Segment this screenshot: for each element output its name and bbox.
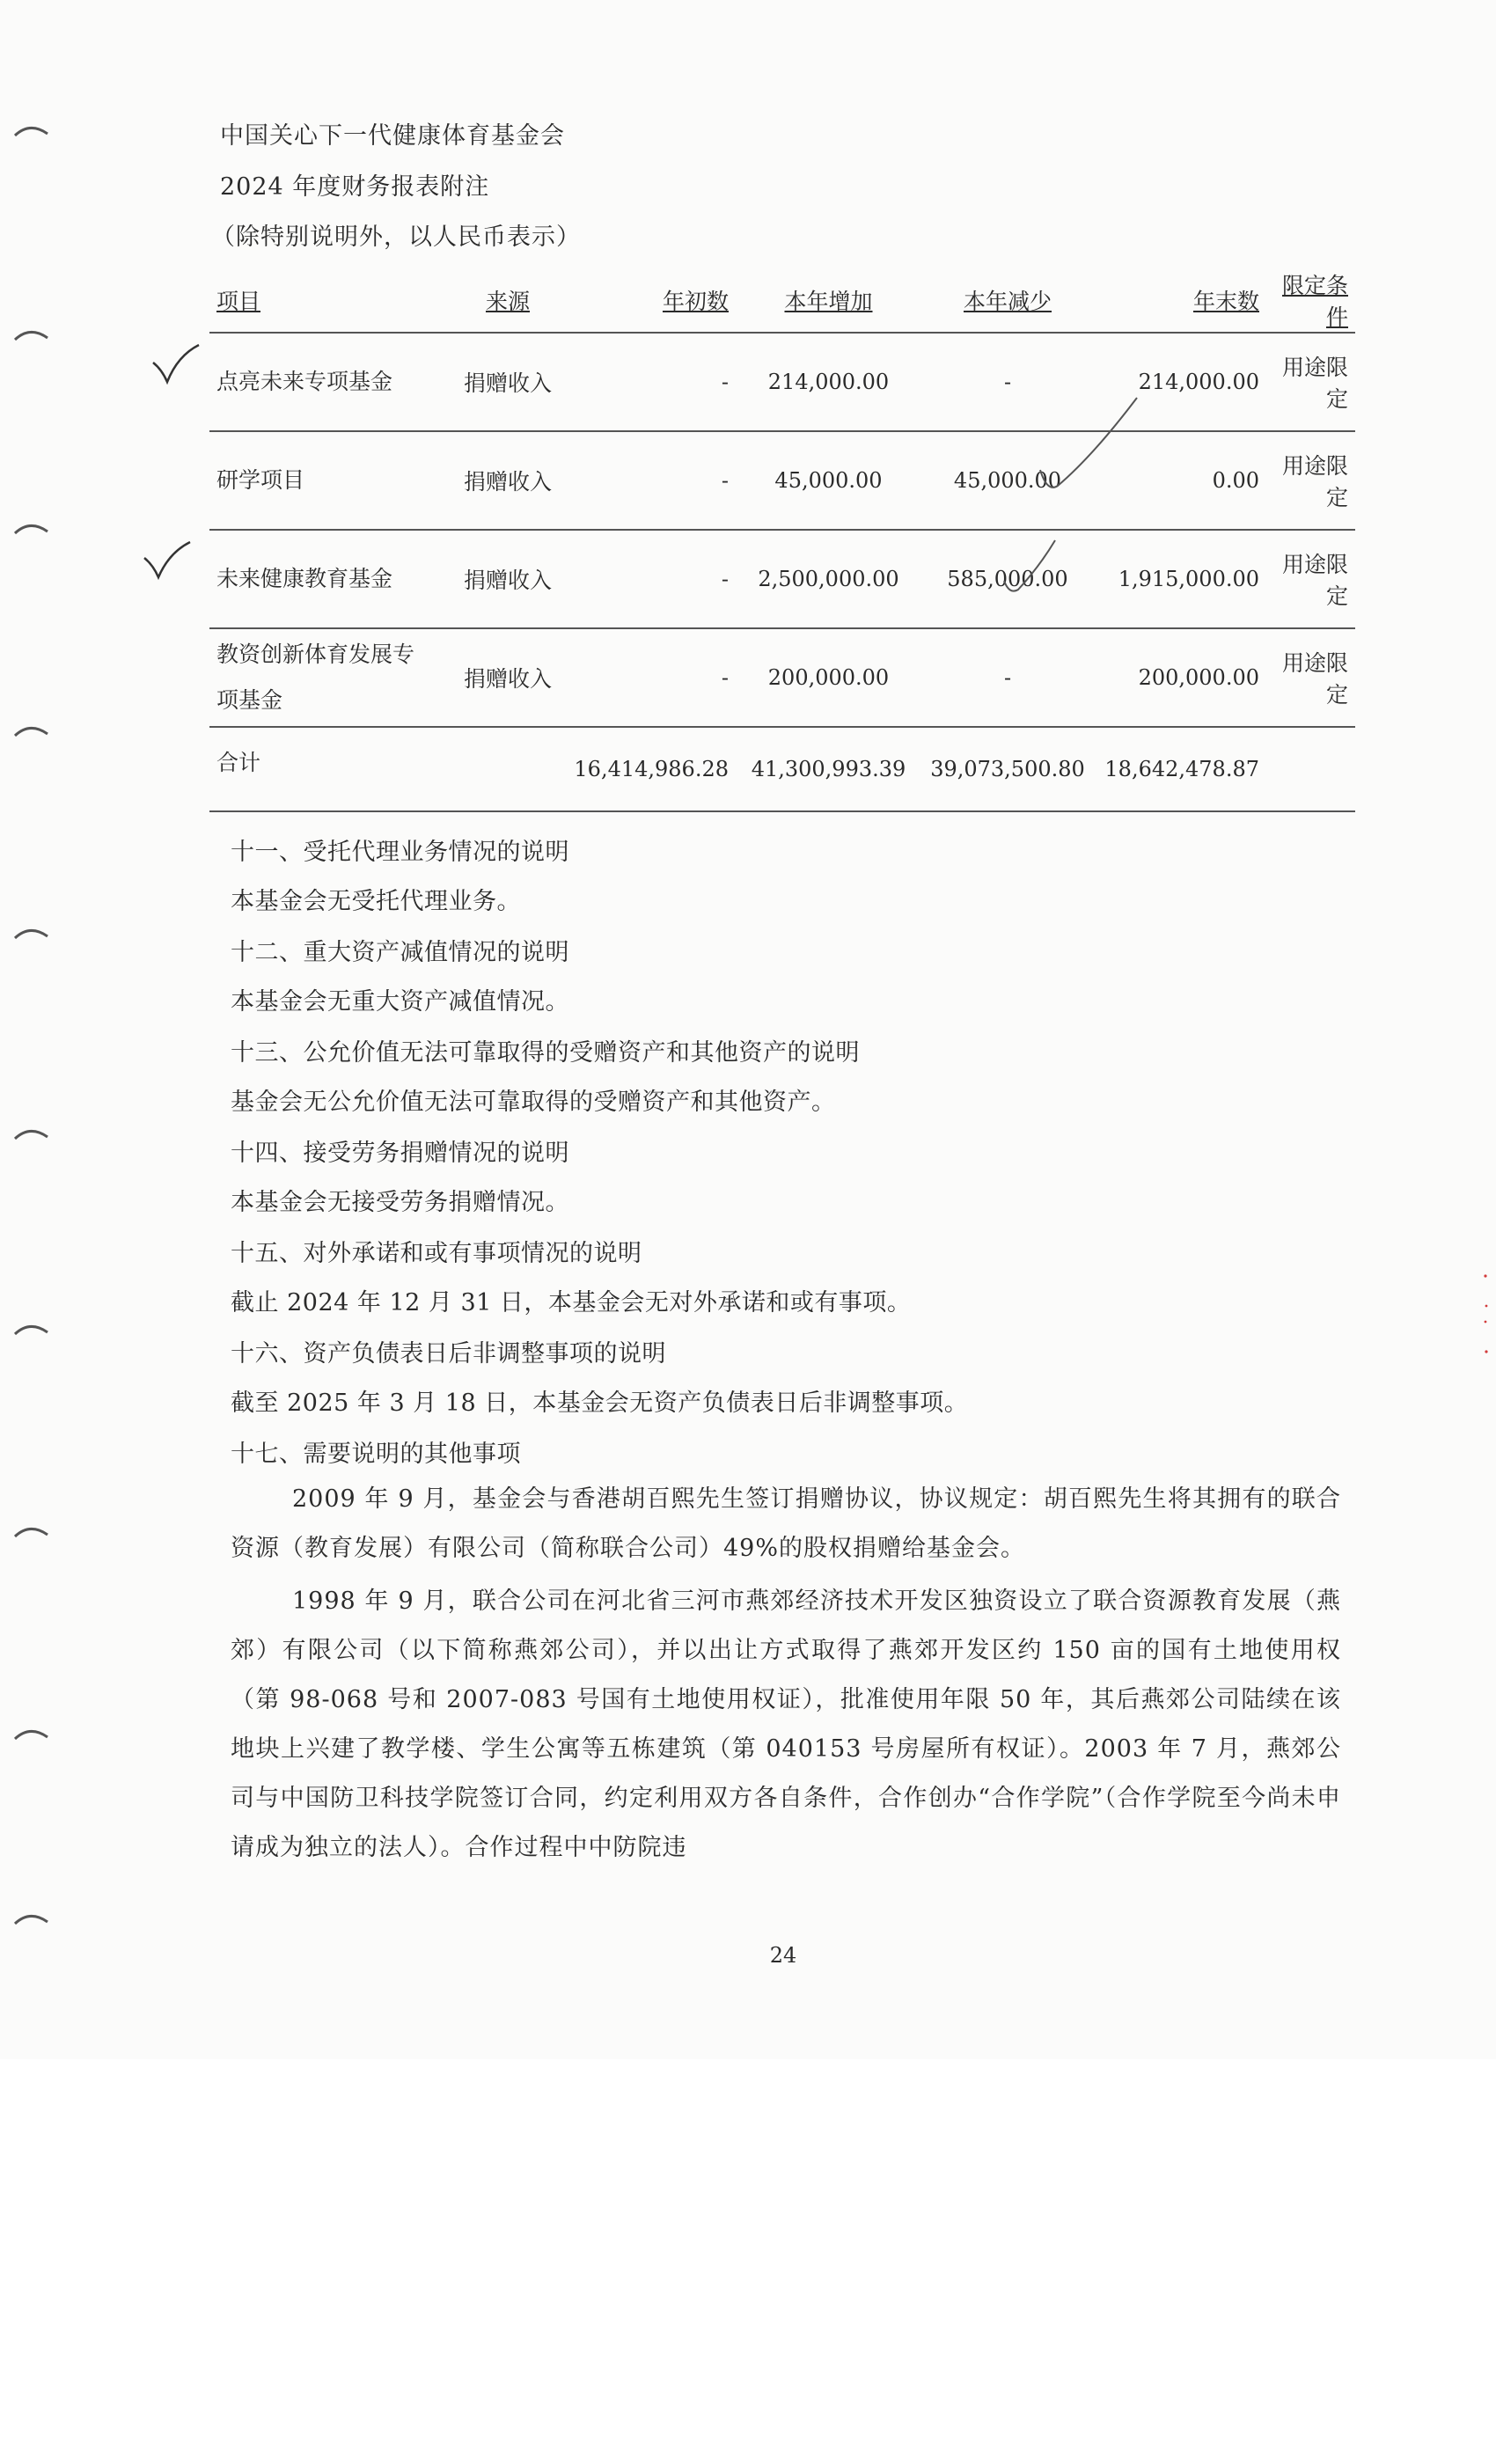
section-14-body: 本基金会无接受劳务捐赠情况。 [231, 1189, 569, 1216]
fund-decrease: 585,000.00 [947, 567, 1068, 591]
report-title: 2024 年度财务报表附注 [220, 173, 490, 201]
total-closing: 18,642,478.87 [1104, 757, 1259, 781]
total-opening: 16,414,986.28 [574, 757, 729, 781]
check-mark-icon [141, 540, 194, 584]
section-15-body: 截止 2024 年 12 月 31 日，本基金会无对外承诺和或有事项。 [231, 1289, 912, 1316]
fund-opening: - [721, 665, 729, 690]
col-header-opening: 年初数 [662, 289, 729, 314]
check-mark-icon [999, 537, 1060, 598]
binder-hole-mark [12, 327, 51, 343]
col-header-decrease: 本年减少 [963, 289, 1052, 314]
total-increase: 41,300,993.39 [751, 757, 906, 781]
fund-name: 研学项目 [216, 467, 305, 493]
section-15-title: 十五、对外承诺和或有事项情况的说明 [231, 1240, 642, 1267]
binder-hole-mark [12, 723, 51, 739]
col-header-closing: 年末数 [1192, 289, 1259, 314]
binder-hole-mark [12, 1126, 51, 1142]
fund-restriction: 用途限定 [1281, 552, 1348, 609]
fund-opening: - [721, 567, 729, 591]
blank-area-below-scan [0, 2059, 1496, 2464]
fund-increase: 200,000.00 [767, 665, 890, 690]
check-mark-icon [1031, 394, 1146, 500]
fund-closing: 200,000.00 [1138, 665, 1259, 690]
col-header-restriction: 限定条件 [1281, 273, 1348, 330]
section-12-body: 本基金会无重大资产减值情况。 [231, 988, 569, 1016]
currency-note: （除特别说明外，以人民币表示） [211, 224, 581, 251]
fund-increase: 2,500,000.00 [758, 567, 899, 591]
section-12-title: 十二、重大资产减值情况的说明 [231, 939, 569, 966]
col-header-item: 项目 [216, 289, 261, 314]
fund-source: 捐赠收入 [463, 370, 552, 396]
section-11-body: 本基金会无受托代理业务。 [231, 888, 521, 915]
fund-closing: 214,000.00 [1138, 370, 1259, 394]
total-label: 合计 [216, 750, 261, 775]
binder-hole-mark [12, 123, 51, 139]
binder-hole-mark [12, 926, 51, 942]
fund-restriction: 用途限定 [1281, 355, 1348, 412]
section-13-title: 十三、公允价值无法可靠取得的受赠资产和其他资产的说明 [231, 1039, 860, 1067]
paragraph-yanjiao: 1998 年 9 月，联合公司在河北省三河市燕郊经济技术开发区独资设立了联合资源教育发展（燕郊）有限公司（以下简称燕郊公司），并以出让方式取得了燕郊开发区约 150 亩的国有土地使用权（第 98-068 号和 2007-083 号国有土地使用权证），批准使用年限 50 年，其后燕郊公司陆续在该地块上兴建了教学楼、学生公寓等五栋建筑（第 040153 号房屋所有权证）。2003 年 7 月，燕郊公司与中国防卫科技学院签订合同，约定利用双方各自条件，合作创办“合作学院”（合作学院至今尚未申请成为独立的法人）。合作过程中中防院违 [231, 1588, 1341, 1861]
section-14-title: 十四、接受劳务捐赠情况的说明 [231, 1140, 569, 1167]
section-13-body: 基金会无公允价值无法可靠取得的受赠资产和其他资产。 [231, 1089, 836, 1116]
total-restriction-empty [1266, 727, 1355, 811]
col-header-source: 来源 [485, 289, 530, 314]
fund-closing: 1,915,000.00 [1118, 567, 1259, 591]
check-mark-icon [150, 343, 202, 387]
section-17-title: 十七、需要说明的其他事项 [231, 1441, 521, 1468]
restricted-fund-table [209, 268, 1355, 812]
fund-source: 捐赠收入 [463, 469, 552, 495]
table-header-row [209, 268, 1355, 333]
fund-decrease: - [1003, 370, 1012, 394]
fund-closing: 0.00 [1212, 468, 1259, 493]
fund-name: 未来健康教育基金 [216, 566, 393, 591]
section-16-title: 十六、资产负债表日后非调整事项的说明 [231, 1340, 666, 1368]
fund-restriction: 用途限定 [1281, 453, 1348, 510]
fund-decrease: - [1003, 665, 1012, 690]
table-total-row [209, 727, 1355, 811]
fund-source: 捐赠收入 [463, 568, 552, 593]
binder-hole-mark [12, 1322, 51, 1338]
binder-hole-mark [12, 1727, 51, 1742]
fund-opening: - [721, 468, 729, 493]
table-row [209, 333, 1355, 431]
paragraph-donation: 2009 年 9 月，基金会与香港胡百熙先生签订捐赠协议，协议规定：胡百熙先生将其拥有的联合资源（教育发展）有限公司（简称联合公司）49%的股权捐赠给基金会。 [231, 1485, 1341, 1562]
fund-increase: 45,000.00 [774, 468, 883, 493]
fund-restriction: 用途限定 [1281, 650, 1348, 708]
table-row [209, 530, 1355, 628]
scan-artifact-dots [1483, 1267, 1490, 1373]
binder-hole-mark [12, 1911, 51, 1927]
total-decrease: 39,073,500.80 [930, 757, 1085, 781]
binder-hole-mark [12, 521, 51, 537]
fund-source: 捐赠收入 [463, 666, 552, 692]
fund-name: 教资创新体育发展专项基金 [216, 642, 415, 713]
org-name: 中国关心下一代健康体育基金会 [220, 122, 565, 150]
table-row [209, 628, 1355, 727]
binder-hole-mark [12, 1524, 51, 1540]
fund-opening: - [721, 370, 729, 394]
page-number: 24 [769, 1943, 797, 1968]
col-header-increase: 本年增加 [784, 289, 873, 314]
section-16-body: 截至 2025 年 3 月 18 日，本基金会无资产负债表日后非调整事项。 [231, 1390, 969, 1417]
fund-increase: 214,000.00 [767, 370, 890, 394]
table-row [209, 431, 1355, 530]
section-11-title: 十一、受托代理业务情况的说明 [231, 839, 569, 866]
fund-decrease: 45,000.00 [953, 468, 1062, 493]
fund-name: 点亮未来专项基金 [216, 369, 393, 394]
